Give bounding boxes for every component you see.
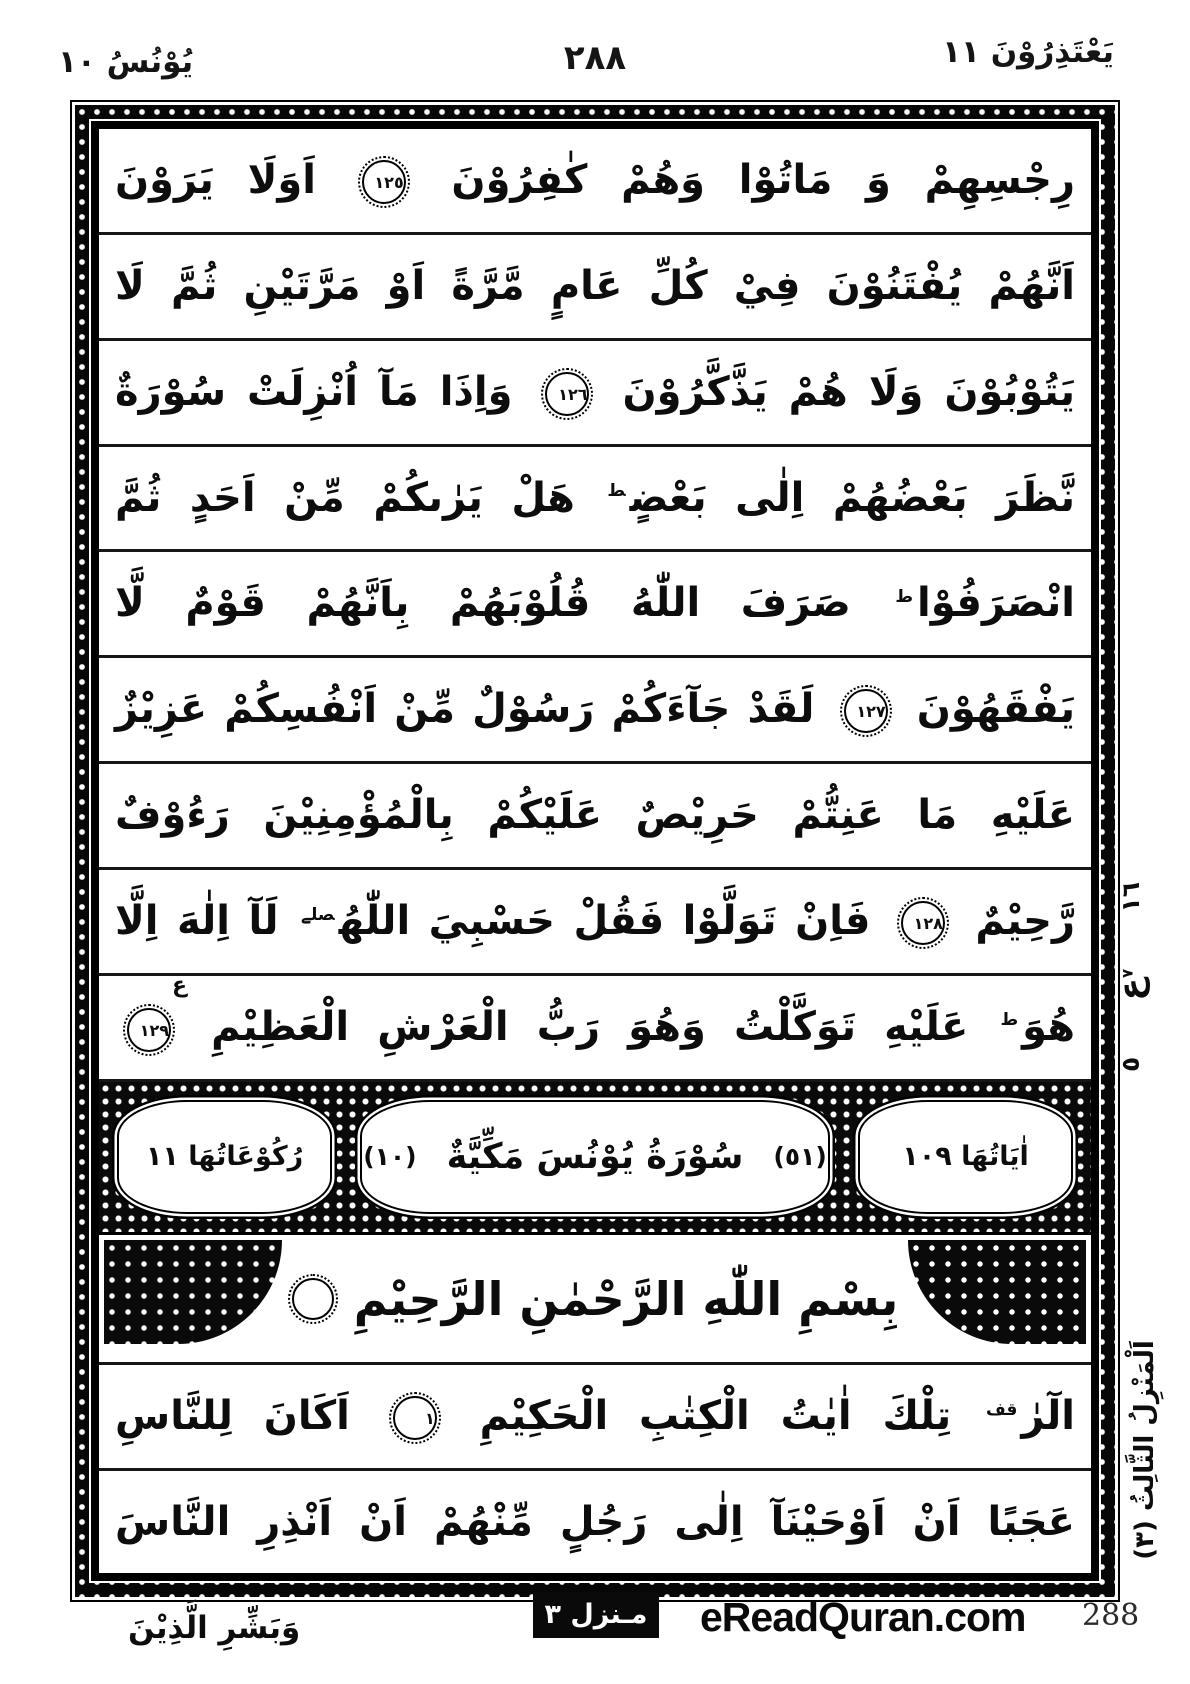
- quran-line-8: [99, 870, 1091, 976]
- ayah-text: وَاِذَا مَآ اُنْزِلَتْ سُوْرَةٌ: [115, 368, 513, 415]
- ayah-text: الٓرٰ: [1021, 1393, 1075, 1440]
- ruku-count-cartouche: رُكُوْعَاتُهَا ١١: [117, 1100, 332, 1215]
- catchword-next-page: وَبَشِّرِ الَّذِيْنَ: [128, 1610, 301, 1646]
- text-block: [96, 126, 1094, 1576]
- ayah-text: عَلَيْهِ تَوَكَّلْتُ وَهُوَ رَبُّ الْعَرْشِ الْعَظِيْمِ: [211, 1003, 969, 1050]
- ayah-number-rosette: ١: [393, 1396, 437, 1440]
- revelation-order-number: (٥١): [773, 1142, 827, 1172]
- surah-title-cartouche: [360, 1100, 830, 1215]
- quran-line-4: [99, 447, 1091, 553]
- quran-line-9: [99, 973, 1091, 1082]
- header-page-number-arabic: ٢٨٨: [563, 38, 627, 78]
- ayah-text: عَلَيْهِ مَا عَنِتُّمْ حَرِيْصٌ عَلَيْكُمْ بِالْمُؤْمِنِيْنَ رَءُوْفٌ: [115, 792, 1075, 839]
- ruku-ain-group: [1111, 969, 1150, 1001]
- ayat-in-ruku-number: ٧: [1118, 968, 1137, 978]
- bismillah-panel: [99, 1235, 1091, 1365]
- manzil-number-box: مـنزل ٣: [533, 1592, 659, 1638]
- ayah-number-rosette: ١٢٨: [901, 901, 945, 945]
- ayah-text: عَجَبًا اَنْ اَوْحَيْنَآ اِلٰى رَجُلٍ مِّنْهُمْ اَنْ اَنْذِرِ النَّاسَ: [115, 1499, 1075, 1546]
- ayah-number-rosette: ١٢٩: [127, 1008, 171, 1052]
- arabesque-corner-ornament: [908, 1240, 1086, 1344]
- quran-line-2: [99, 235, 1091, 341]
- ayah-text: اَكَانَ لِلنَّاسِ: [115, 1393, 350, 1440]
- ayah-text: هَلْ يَرٰىكُمْ مِّنْ اَحَدٍ ثُمَّ: [115, 474, 575, 521]
- ayat-count-cartouche: اٰيَاتُهَا ١٠٩: [858, 1100, 1073, 1215]
- rosette-ornament: [292, 1278, 334, 1320]
- ayah-text: لَآ اِلٰهَ اِلَّا: [115, 897, 279, 944]
- quran-line-3: [99, 341, 1091, 447]
- ayah-text: نَّظَرَ بَعْضُهُمْ اِلٰى بَعْضٍ: [629, 474, 1075, 521]
- quran-line-1: [99, 129, 1091, 235]
- ayah-text: تِلْكَ اٰيٰتُ الْكِتٰبِ الْحَكِيْمِ: [479, 1393, 952, 1440]
- page-number: 288: [1082, 1598, 1140, 1633]
- ayah-marker-with-ruku: [115, 973, 187, 1052]
- ayah-text: فَاِنْ تَوَلَّوْا فَقُلْ حَسْبِيَ اللّٰهُ: [338, 897, 871, 944]
- ruku-ain-mark: ع: [171, 973, 187, 999]
- waqf-mark: ط: [1000, 1010, 1019, 1031]
- arabesque-corner-ornament: [104, 1240, 282, 1344]
- quran-line-6: [99, 658, 1091, 764]
- ayah-text: يَتُوْبُوْنَ وَلَا هُمْ يَذَّكَّرُوْنَ: [622, 368, 1075, 415]
- ain-letter: ع: [1110, 977, 1150, 1001]
- waqf-mark: ط: [607, 481, 626, 502]
- surah-number: (١٠): [363, 1142, 417, 1172]
- ayah-text: لَقَدْ جَآءَكُمْ رَسُوْلٌ مِّنْ اَنْفُسِكُمْ عَزِيْزٌ: [115, 686, 815, 733]
- ayah-number-rosette: ١٢٥: [362, 160, 406, 204]
- ruku-in-juz-number: ٥: [1115, 1056, 1145, 1072]
- margin-manzil-label: اَلْمَنْزِلُ الثَّالِثُ (٣): [1130, 1340, 1160, 1560]
- margin-ruku-marker: [1103, 882, 1157, 1072]
- quran-line-11: [99, 1471, 1091, 1573]
- ruku-number: ١٦: [1115, 882, 1145, 913]
- ayah-text: صَرَفَ اللّٰهُ قُلُوْبَهُمْ بِاَنَّهُمْ قَوْمٌ لَّا: [115, 580, 851, 627]
- ayah-number-rosette: ١٢٧: [844, 689, 888, 733]
- ornamental-border-frame: [75, 105, 1115, 1597]
- ayah-text: هُوَ: [1022, 1003, 1075, 1050]
- ayah-text: رِجْسِهِمْ وَ مَاتُوْا وَهُمْ كٰفِرُوْنَ: [451, 157, 1075, 203]
- bismillah-text: بِسْمِ اللّٰهِ الرَّحْمٰنِ الرَّحِيْمِ: [353, 1271, 899, 1326]
- surah-title-band: [99, 1082, 1091, 1236]
- quran-line-10: [99, 1365, 1091, 1471]
- surah-title: سُوْرَةُ يُوْنُسَ مَكِّيَّةٌ: [446, 1136, 744, 1177]
- header-surah-name-number: يُوْنُسُ ١٠: [58, 44, 194, 80]
- ayah-text: اَنَّهُمْ يُفْتَنُوْنَ فِيْ كُلِّ عَامٍ مَّرَّةً اَوْ مَرَّتَيْنِ ثُمَّ لَا: [115, 262, 1075, 309]
- ayah-text: رَّحِيْمٌ: [975, 897, 1075, 944]
- ayah-text: اَوَلَا يَرَوْنَ: [115, 157, 316, 203]
- waqf-mark: قف: [985, 1399, 1018, 1420]
- quran-line-7: [99, 764, 1091, 870]
- header-juz-name: يَعْتَذِرُوْنَ ١١: [942, 34, 1114, 70]
- waqf-mark: ط: [895, 587, 913, 608]
- quran-line-5: [99, 552, 1091, 658]
- ayah-text: انْصَرَفُوْا: [916, 580, 1075, 627]
- ayah-text: يَفْقَهُوْنَ: [916, 686, 1075, 733]
- waqf-mark: صلے: [301, 904, 335, 925]
- website-watermark: eReadQuran.com: [700, 1594, 1026, 1640]
- ayah-number-rosette: ١٢٦: [545, 372, 589, 416]
